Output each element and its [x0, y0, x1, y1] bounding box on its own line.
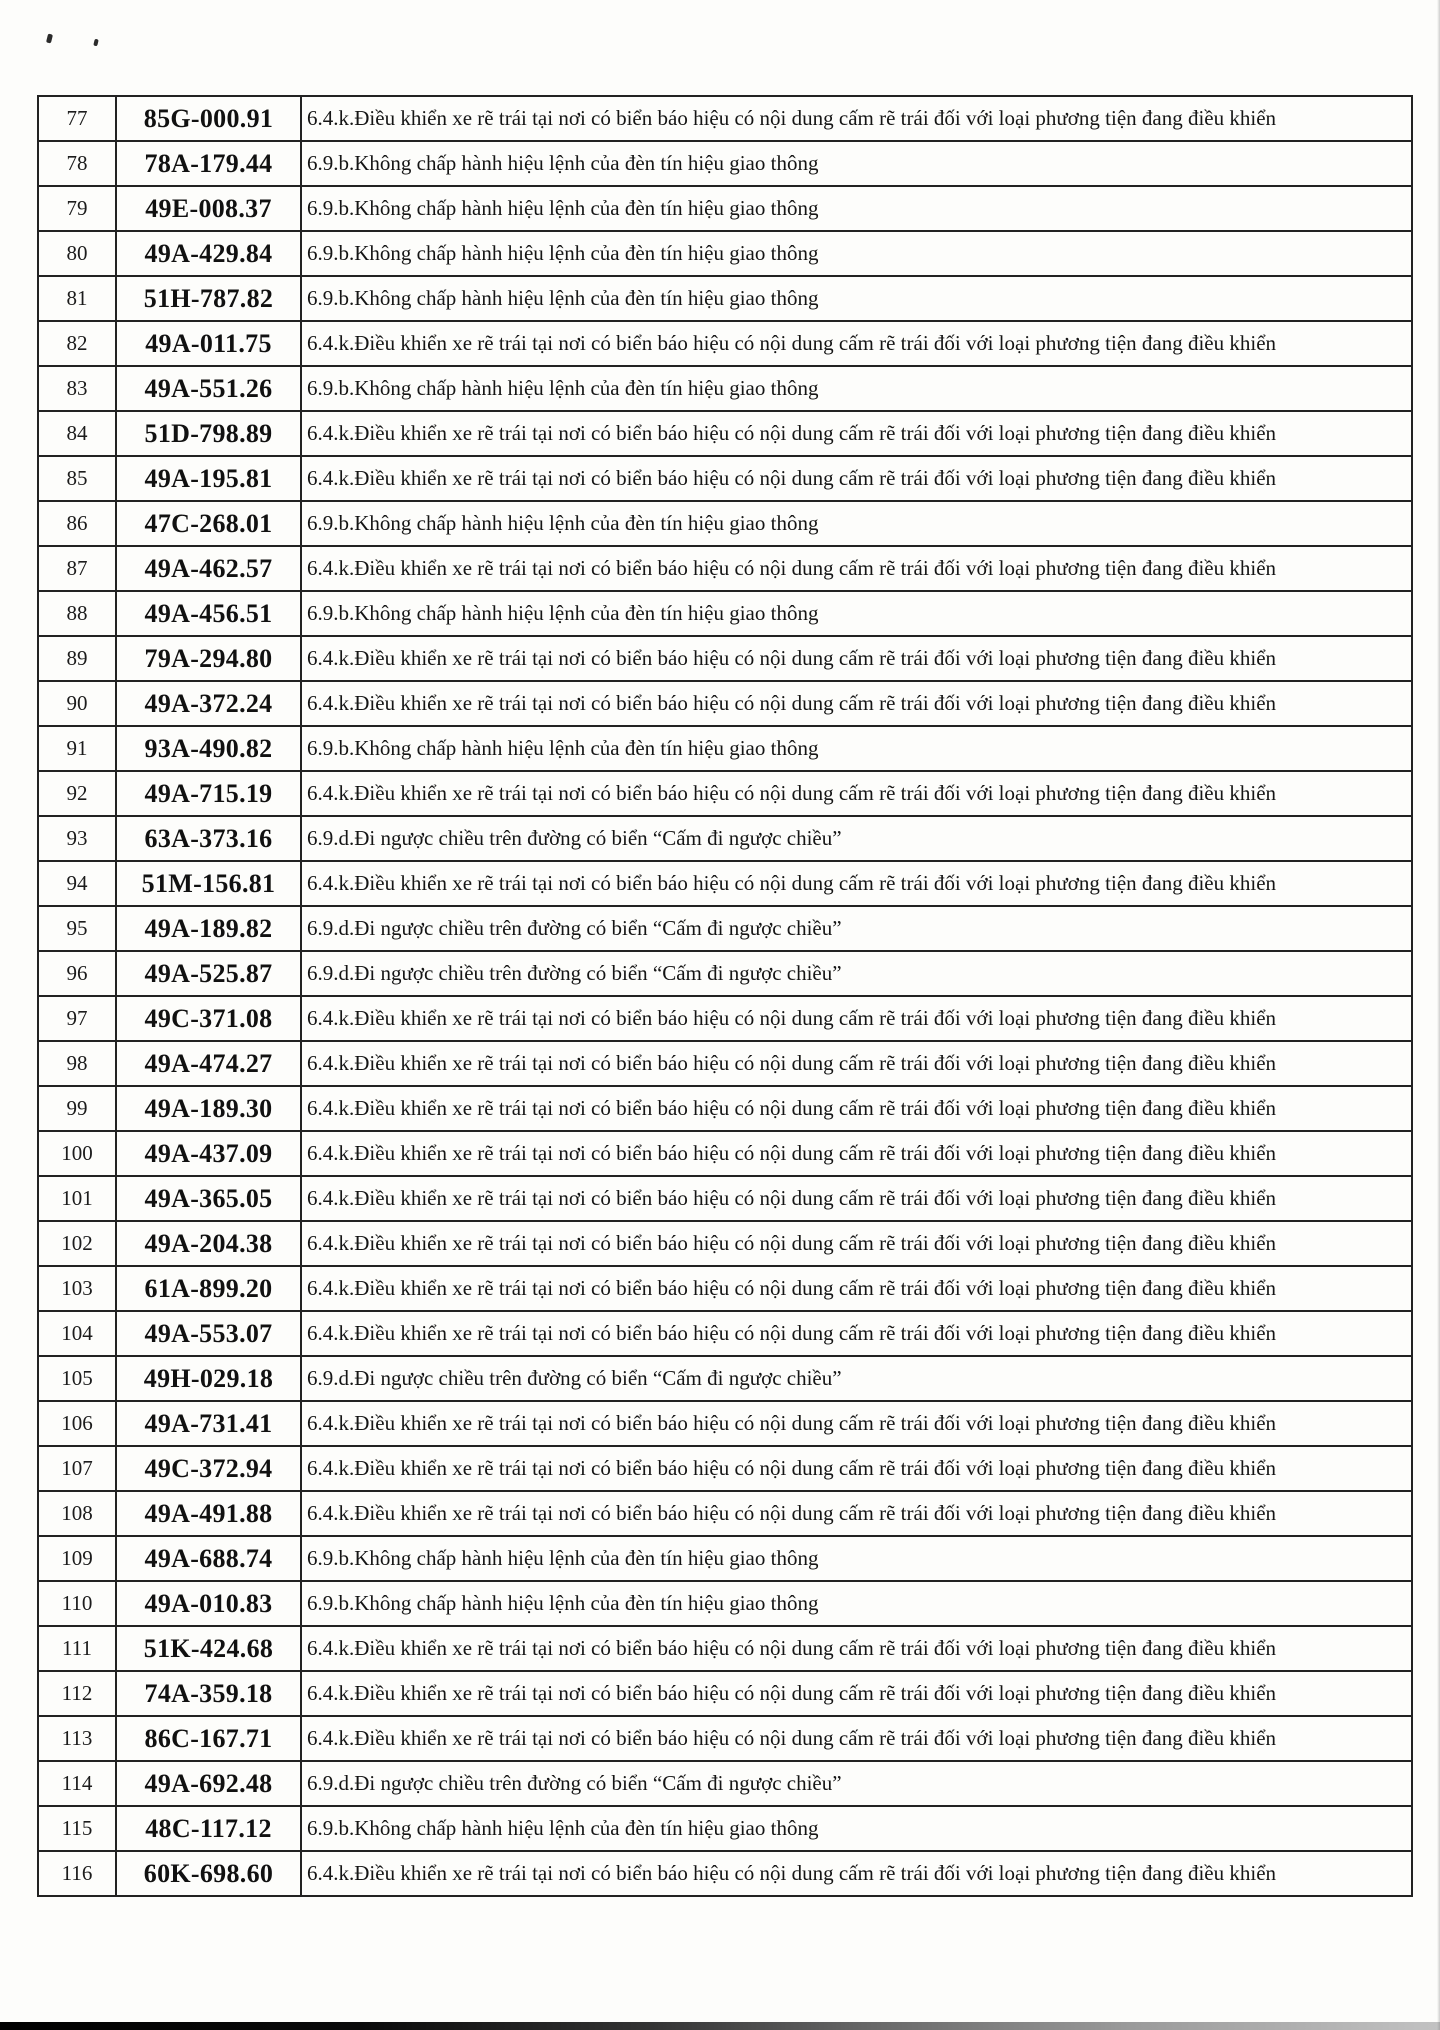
- table-row: [38, 276, 1412, 321]
- violation-description: 6.9.b.Không chấp hành hiệu lệnh của đèn tín hiệu giao thông: [301, 726, 1412, 771]
- violation-description: 6.9.d.Đi ngược chiều trên đường có biển “Cấm đi ngược chiều”: [301, 1761, 1412, 1806]
- license-plate: 74A-359.18: [116, 1671, 301, 1716]
- license-plate: 49A-189.82: [116, 906, 301, 951]
- license-plate: 51M-156.81: [116, 861, 301, 906]
- violation-description: 6.4.k.Điều khiển xe rẽ trái tại nơi có biển báo hiệu có nội dung cấm rẽ trái đối với loại phương tiện đang điều khiển: [301, 456, 1412, 501]
- license-plate: 51H-787.82: [116, 276, 301, 321]
- license-plate: 49A-688.74: [116, 1536, 301, 1581]
- violation-description: 6.9.b.Không chấp hành hiệu lệnh của đèn tín hiệu giao thông: [301, 141, 1412, 186]
- table-row: [38, 1761, 1412, 1806]
- row-number: 81: [38, 276, 116, 321]
- table-row: [38, 906, 1412, 951]
- table-row: [38, 1176, 1412, 1221]
- license-plate: 49A-365.05: [116, 1176, 301, 1221]
- violation-table-body: [38, 96, 1412, 1896]
- violation-description: 6.9.d.Đi ngược chiều trên đường có biển “Cấm đi ngược chiều”: [301, 906, 1412, 951]
- violation-description: 6.4.k.Điều khiển xe rẽ trái tại nơi có biển báo hiệu có nội dung cấm rẽ trái đối với loại phương tiện đang điều khiển: [301, 1311, 1412, 1356]
- row-number: 86: [38, 501, 116, 546]
- table-row: [38, 96, 1412, 141]
- violation-table: [37, 95, 1413, 1897]
- row-number: 82: [38, 321, 116, 366]
- license-plate: 49A-491.88: [116, 1491, 301, 1536]
- license-plate: 49A-011.75: [116, 321, 301, 366]
- violation-description: 6.4.k.Điều khiển xe rẽ trái tại nơi có biển báo hiệu có nội dung cấm rẽ trái đối với loại phương tiện đang điều khiển: [301, 546, 1412, 591]
- scan-artifact-bottom-bar: [0, 2022, 1440, 2030]
- table-row: [38, 366, 1412, 411]
- row-number: 113: [38, 1716, 116, 1761]
- row-number: 104: [38, 1311, 116, 1356]
- license-plate: 49A-474.27: [116, 1041, 301, 1086]
- violation-description: 6.9.b.Không chấp hành hiệu lệnh của đèn tín hiệu giao thông: [301, 231, 1412, 276]
- row-number: 93: [38, 816, 116, 861]
- row-number: 112: [38, 1671, 116, 1716]
- violation-description: 6.9.b.Không chấp hành hiệu lệnh của đèn tín hiệu giao thông: [301, 1581, 1412, 1626]
- row-number: 114: [38, 1761, 116, 1806]
- violation-description: 6.4.k.Điều khiển xe rẽ trái tại nơi có biển báo hiệu có nội dung cấm rẽ trái đối với loại phương tiện đang điều khiển: [301, 771, 1412, 816]
- violation-description: 6.9.b.Không chấp hành hiệu lệnh của đèn tín hiệu giao thông: [301, 591, 1412, 636]
- license-plate: 49E-008.37: [116, 186, 301, 231]
- table-row: [38, 1041, 1412, 1086]
- violation-description: 6.4.k.Điều khiển xe rẽ trái tại nơi có biển báo hiệu có nội dung cấm rẽ trái đối với loại phương tiện đang điều khiển: [301, 321, 1412, 366]
- table-row: [38, 456, 1412, 501]
- table-row: [38, 141, 1412, 186]
- license-plate: 49A-462.57: [116, 546, 301, 591]
- table-row: [38, 411, 1412, 456]
- row-number: 78: [38, 141, 116, 186]
- license-plate: 49A-715.19: [116, 771, 301, 816]
- table-row: [38, 1446, 1412, 1491]
- row-number: 96: [38, 951, 116, 996]
- license-plate: 49A-437.09: [116, 1131, 301, 1176]
- violation-description: 6.9.b.Không chấp hành hiệu lệnh của đèn tín hiệu giao thông: [301, 1536, 1412, 1581]
- row-number: 111: [38, 1626, 116, 1671]
- license-plate: 49A-731.41: [116, 1401, 301, 1446]
- table-row: [38, 726, 1412, 771]
- row-number: 107: [38, 1446, 116, 1491]
- violation-description: 6.4.k.Điều khiển xe rẽ trái tại nơi có biển báo hiệu có nội dung cấm rẽ trái đối với loại phương tiện đang điều khiển: [301, 1266, 1412, 1311]
- row-number: 108: [38, 1491, 116, 1536]
- table-row: [38, 231, 1412, 276]
- violation-description: 6.4.k.Điều khiển xe rẽ trái tại nơi có biển báo hiệu có nội dung cấm rẽ trái đối với loại phương tiện đang điều khiển: [301, 1086, 1412, 1131]
- table-row: [38, 1221, 1412, 1266]
- row-number: 92: [38, 771, 116, 816]
- row-number: 85: [38, 456, 116, 501]
- row-number: 99: [38, 1086, 116, 1131]
- table-row: [38, 1311, 1412, 1356]
- row-number: 80: [38, 231, 116, 276]
- license-plate: 49A-189.30: [116, 1086, 301, 1131]
- license-plate: 60K-698.60: [116, 1851, 301, 1896]
- license-plate: 49A-195.81: [116, 456, 301, 501]
- license-plate: 85G-000.91: [116, 96, 301, 141]
- table-row: [38, 186, 1412, 231]
- violation-description: 6.9.b.Không chấp hành hiệu lệnh của đèn tín hiệu giao thông: [301, 186, 1412, 231]
- license-plate: 49A-456.51: [116, 591, 301, 636]
- license-plate: 49A-010.83: [116, 1581, 301, 1626]
- table-row: [38, 1626, 1412, 1671]
- row-number: 98: [38, 1041, 116, 1086]
- license-plate: 78A-179.44: [116, 141, 301, 186]
- row-number: 102: [38, 1221, 116, 1266]
- violation-description: 6.4.k.Điều khiển xe rẽ trái tại nơi có biển báo hiệu có nội dung cấm rẽ trái đối với loại phương tiện đang điều khiển: [301, 1131, 1412, 1176]
- violation-description: 6.4.k.Điều khiển xe rẽ trái tại nơi có biển báo hiệu có nội dung cấm rẽ trái đối với loại phương tiện đang điều khiển: [301, 636, 1412, 681]
- violation-description: 6.4.k.Điều khiển xe rẽ trái tại nơi có biển báo hiệu có nội dung cấm rẽ trái đối với loại phương tiện đang điều khiển: [301, 96, 1412, 141]
- table-row: [38, 1671, 1412, 1716]
- violation-description: 6.9.b.Không chấp hành hiệu lệnh của đèn tín hiệu giao thông: [301, 501, 1412, 546]
- violation-description: 6.9.d.Đi ngược chiều trên đường có biển “Cấm đi ngược chiều”: [301, 816, 1412, 861]
- license-plate: 63A-373.16: [116, 816, 301, 861]
- table-row: [38, 1536, 1412, 1581]
- violation-description: 6.9.d.Đi ngược chiều trên đường có biển “Cấm đi ngược chiều”: [301, 1356, 1412, 1401]
- table-row: [38, 546, 1412, 591]
- table-row: [38, 861, 1412, 906]
- table-row: [38, 591, 1412, 636]
- table-row: [38, 1401, 1412, 1446]
- license-plate: 79A-294.80: [116, 636, 301, 681]
- license-plate: 49A-372.24: [116, 681, 301, 726]
- row-number: 115: [38, 1806, 116, 1851]
- violation-description: 6.9.b.Không chấp hành hiệu lệnh của đèn tín hiệu giao thông: [301, 276, 1412, 321]
- table-row: [38, 681, 1412, 726]
- violation-description: 6.4.k.Điều khiển xe rẽ trái tại nơi có biển báo hiệu có nội dung cấm rẽ trái đối với loại phương tiện đang điều khiển: [301, 681, 1412, 726]
- license-plate: 47C-268.01: [116, 501, 301, 546]
- row-number: 77: [38, 96, 116, 141]
- row-number: 90: [38, 681, 116, 726]
- license-plate: 49A-204.38: [116, 1221, 301, 1266]
- row-number: 97: [38, 996, 116, 1041]
- row-number: 88: [38, 591, 116, 636]
- row-number: 105: [38, 1356, 116, 1401]
- license-plate: 49A-692.48: [116, 1761, 301, 1806]
- license-plate: 93A-490.82: [116, 726, 301, 771]
- row-number: 79: [38, 186, 116, 231]
- table-row: [38, 1716, 1412, 1761]
- violation-description: 6.4.k.Điều khiển xe rẽ trái tại nơi có biển báo hiệu có nội dung cấm rẽ trái đối với loại phương tiện đang điều khiển: [301, 1491, 1412, 1536]
- row-number: 109: [38, 1536, 116, 1581]
- license-plate: 49C-371.08: [116, 996, 301, 1041]
- table-row: [38, 1491, 1412, 1536]
- table-row: [38, 1581, 1412, 1626]
- violation-description: 6.4.k.Điều khiển xe rẽ trái tại nơi có biển báo hiệu có nội dung cấm rẽ trái đối với loại phương tiện đang điều khiển: [301, 861, 1412, 906]
- violation-description: 6.4.k.Điều khiển xe rẽ trái tại nơi có biển báo hiệu có nội dung cấm rẽ trái đối với loại phương tiện đang điều khiển: [301, 996, 1412, 1041]
- violation-description: 6.4.k.Điều khiển xe rẽ trái tại nơi có biển báo hiệu có nội dung cấm rẽ trái đối với loại phương tiện đang điều khiển: [301, 1626, 1412, 1671]
- table-row: [38, 1851, 1412, 1896]
- violation-description: 6.4.k.Điều khiển xe rẽ trái tại nơi có biển báo hiệu có nội dung cấm rẽ trái đối với loại phương tiện đang điều khiển: [301, 1716, 1412, 1761]
- violation-description: 6.4.k.Điều khiển xe rẽ trái tại nơi có biển báo hiệu có nội dung cấm rẽ trái đối với loại phương tiện đang điều khiển: [301, 1041, 1412, 1086]
- violation-description: 6.4.k.Điều khiển xe rẽ trái tại nơi có biển báo hiệu có nội dung cấm rẽ trái đối với loại phương tiện đang điều khiển: [301, 1671, 1412, 1716]
- table-row: [38, 501, 1412, 546]
- license-plate: 49A-429.84: [116, 231, 301, 276]
- scan-speck: [93, 39, 99, 47]
- table-row: [38, 1131, 1412, 1176]
- table-row: [38, 996, 1412, 1041]
- table-row: [38, 816, 1412, 861]
- violation-description: 6.4.k.Điều khiển xe rẽ trái tại nơi có biển báo hiệu có nội dung cấm rẽ trái đối với loại phương tiện đang điều khiển: [301, 1401, 1412, 1446]
- row-number: 91: [38, 726, 116, 771]
- row-number: 103: [38, 1266, 116, 1311]
- violation-description: 6.9.d.Đi ngược chiều trên đường có biển “Cấm đi ngược chiều”: [301, 951, 1412, 996]
- row-number: 106: [38, 1401, 116, 1446]
- license-plate: 49A-525.87: [116, 951, 301, 996]
- license-plate: 48C-117.12: [116, 1806, 301, 1851]
- license-plate: 49C-372.94: [116, 1446, 301, 1491]
- table-row: [38, 636, 1412, 681]
- row-number: 84: [38, 411, 116, 456]
- table-row: [38, 951, 1412, 996]
- table-row: [38, 321, 1412, 366]
- table-row: [38, 1086, 1412, 1131]
- violation-description: 6.4.k.Điều khiển xe rẽ trái tại nơi có biển báo hiệu có nội dung cấm rẽ trái đối với loại phương tiện đang điều khiển: [301, 1446, 1412, 1491]
- row-number: 94: [38, 861, 116, 906]
- violation-description: 6.4.k.Điều khiển xe rẽ trái tại nơi có biển báo hiệu có nội dung cấm rẽ trái đối với loại phương tiện đang điều khiển: [301, 1851, 1412, 1896]
- row-number: 101: [38, 1176, 116, 1221]
- row-number: 95: [38, 906, 116, 951]
- scan-speck: [46, 34, 53, 44]
- license-plate: 61A-899.20: [116, 1266, 301, 1311]
- violation-description: 6.9.b.Không chấp hành hiệu lệnh của đèn tín hiệu giao thông: [301, 1806, 1412, 1851]
- violation-description: 6.4.k.Điều khiển xe rẽ trái tại nơi có biển báo hiệu có nội dung cấm rẽ trái đối với loại phương tiện đang điều khiển: [301, 1221, 1412, 1266]
- table-row: [38, 1806, 1412, 1851]
- license-plate: 51D-798.89: [116, 411, 301, 456]
- table-row: [38, 1356, 1412, 1401]
- row-number: 89: [38, 636, 116, 681]
- violation-description: 6.9.b.Không chấp hành hiệu lệnh của đèn tín hiệu giao thông: [301, 366, 1412, 411]
- table-row: [38, 771, 1412, 816]
- table-row: [38, 1266, 1412, 1311]
- row-number: 116: [38, 1851, 116, 1896]
- row-number: 87: [38, 546, 116, 591]
- row-number: 110: [38, 1581, 116, 1626]
- license-plate: 49A-553.07: [116, 1311, 301, 1356]
- license-plate: 49H-029.18: [116, 1356, 301, 1401]
- row-number: 83: [38, 366, 116, 411]
- row-number: 100: [38, 1131, 116, 1176]
- violation-description: 6.4.k.Điều khiển xe rẽ trái tại nơi có biển báo hiệu có nội dung cấm rẽ trái đối với loại phương tiện đang điều khiển: [301, 1176, 1412, 1221]
- violation-description: 6.4.k.Điều khiển xe rẽ trái tại nơi có biển báo hiệu có nội dung cấm rẽ trái đối với loại phương tiện đang điều khiển: [301, 411, 1412, 456]
- license-plate: 49A-551.26: [116, 366, 301, 411]
- license-plate: 51K-424.68: [116, 1626, 301, 1671]
- license-plate: 86C-167.71: [116, 1716, 301, 1761]
